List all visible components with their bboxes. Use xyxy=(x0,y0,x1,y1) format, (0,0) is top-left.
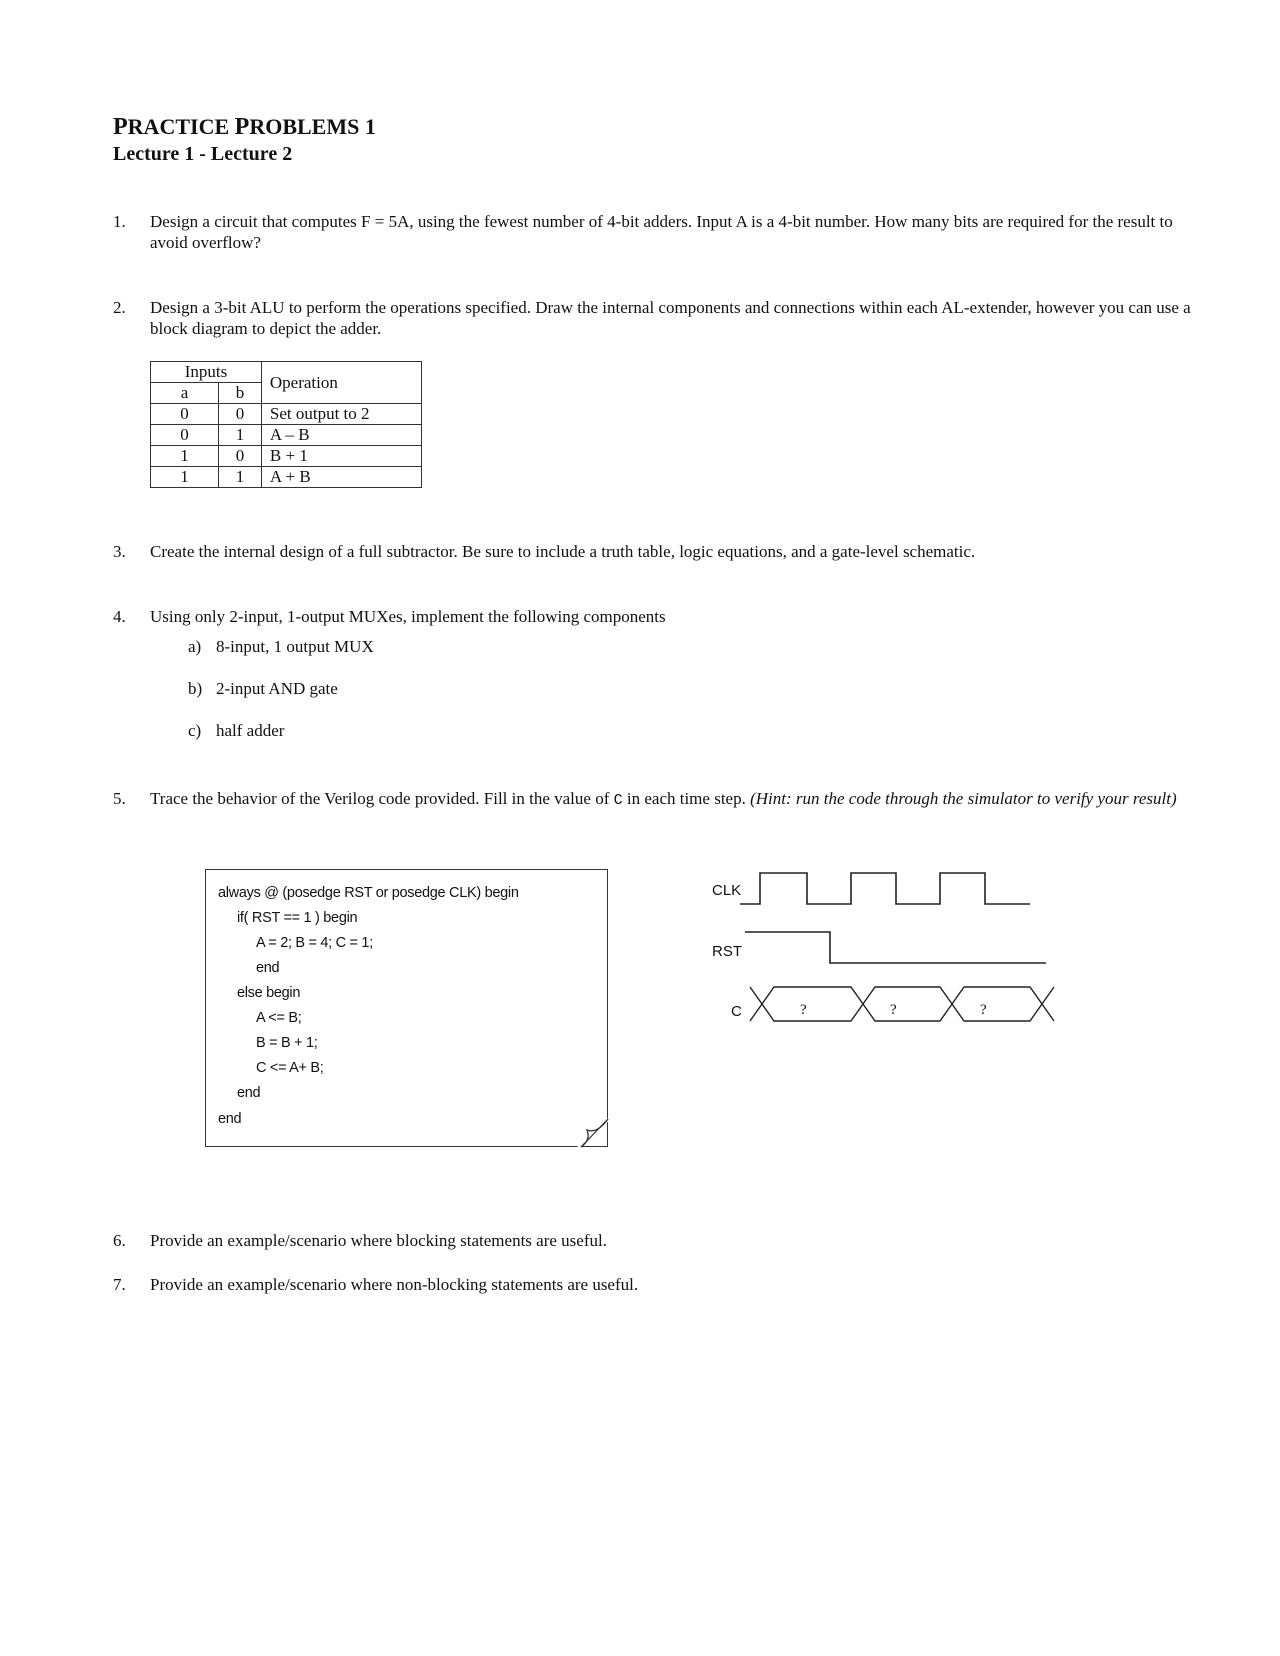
rst-label: RST xyxy=(712,943,742,960)
c-value-1: ? xyxy=(800,1002,807,1018)
code-line: C <= A+ B; xyxy=(256,1060,324,1076)
code-line: always @ (posedge RST or posedge CLK) begin xyxy=(218,885,519,901)
alu-operation-table xyxy=(150,361,422,488)
q4-item-b-text: 2-input AND gate xyxy=(216,679,338,698)
code-line: B = B + 1; xyxy=(256,1035,318,1051)
question-7-number: 7. xyxy=(113,1275,126,1294)
question-6-text: Provide an example/scenario where blocking statements are useful. xyxy=(150,1231,607,1250)
code-line: if( RST == 1 ) begin xyxy=(237,910,358,926)
question-1-text: Design a circuit that computes F = 5A, using the fewest number of 4-bit adders. Input A is a 4-bit number. How many bits are required for the result to avoid overflow? xyxy=(150,212,1173,252)
operation-header: Operation xyxy=(261,362,421,404)
question-5-text: Trace the behavior of the Verilog code provided. Fill in the value of C in each time step. (Hint: run the code through the simulator to verify your result) xyxy=(150,789,1177,809)
question-4-number: 4. xyxy=(113,607,126,626)
question-3-text: Create the internal design of a full subtractor. Be sure to include a truth table, logic equations, and a gate-level schematic. xyxy=(150,542,976,561)
col-a-header: a xyxy=(151,383,219,404)
code-line: end xyxy=(237,1085,261,1101)
clk-waveform xyxy=(740,873,1030,904)
question-6-number: 6. xyxy=(113,1231,126,1250)
q4-item-c-label: c) xyxy=(188,721,202,740)
q4-item-a-text: 8-input, 1 output MUX xyxy=(216,637,374,656)
c-waveform xyxy=(750,987,1054,1021)
q4-item-c-text: half adder xyxy=(216,721,285,740)
table-row: 1 0 B + 1 xyxy=(151,446,422,467)
code-line: A <= B; xyxy=(256,1010,302,1026)
q4-item-b-label: b) xyxy=(188,679,203,698)
q4-item-a-label: a) xyxy=(188,637,202,656)
code-line: else begin xyxy=(237,985,301,1001)
table-row: 1 1 A + B xyxy=(151,467,422,488)
clk-label: CLK xyxy=(712,882,742,899)
col-b-header: b xyxy=(219,383,262,404)
c-value-2: ? xyxy=(890,1002,897,1018)
question-2-number: 2. xyxy=(113,298,126,317)
question-1-number: 1. xyxy=(113,212,126,231)
page-fold-corner xyxy=(577,1118,611,1149)
question-3-number: 3. xyxy=(113,542,126,561)
question-4-text: Using only 2-input, 1-output MUXes, implement the following components xyxy=(150,607,666,626)
table-row: 0 0 Set output to 2 xyxy=(151,404,422,425)
code-line: A = 2; B = 4; C = 1; xyxy=(256,935,373,951)
question-7-text: Provide an example/scenario where non-blocking statements are useful. xyxy=(150,1275,639,1294)
verilog-code-box xyxy=(205,869,608,1147)
page-title: PRACTICE PROBLEMS 1 xyxy=(113,114,376,140)
timing-diagram xyxy=(740,860,1060,1035)
code-variable-c: C xyxy=(613,792,623,809)
table-row: 0 1 A – B xyxy=(151,425,422,446)
code-line: end xyxy=(218,1111,242,1127)
question-5-number: 5. xyxy=(113,789,126,808)
inputs-header: Inputs xyxy=(151,362,262,383)
hint-text: (Hint: run the code through the simulator to verify your result) xyxy=(750,789,1177,808)
question-2-text: Design a 3-bit ALU to perform the operations specified. Draw the internal components and connections within each AL-extender, however you can use a block diagram to depict the adder. xyxy=(150,298,1191,338)
rst-waveform xyxy=(745,932,1046,963)
c-label: C xyxy=(731,1003,742,1020)
page-subtitle: Lecture 1 - Lecture 2 xyxy=(113,143,293,165)
code-line: end xyxy=(256,960,280,976)
c-value-3: ? xyxy=(980,1002,987,1018)
